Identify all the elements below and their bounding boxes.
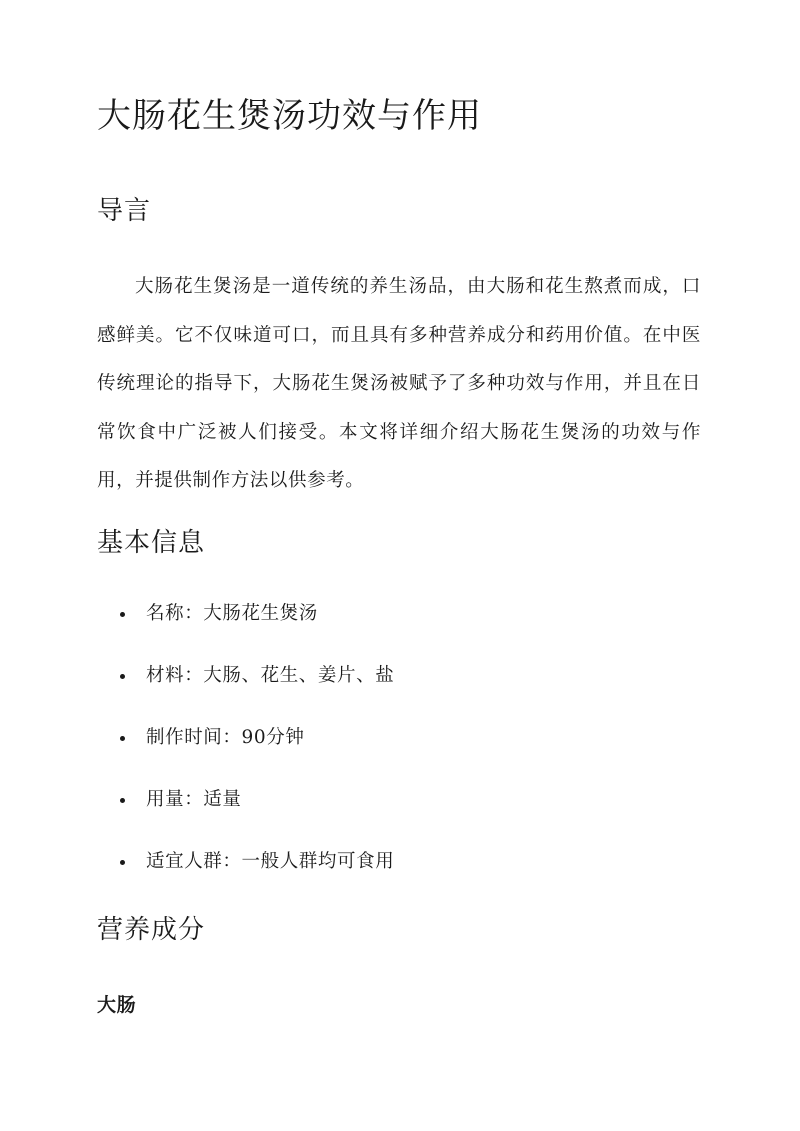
list-item-text: 用量：适量: [146, 789, 242, 810]
list-item-text: 名称：大肠花生煲汤: [146, 603, 318, 624]
bullet-icon: [120, 860, 125, 865]
list-item: [118, 722, 394, 784]
list-item: [118, 660, 394, 722]
basic-info-list: [118, 598, 394, 908]
list-item-text: 制作时间：90分钟: [146, 727, 305, 748]
bullet-icon: [120, 674, 125, 679]
bullet-icon: [120, 798, 125, 803]
list-item-text: 适宜人群：一般人群均可食用: [146, 851, 395, 872]
bullet-icon: [120, 736, 125, 741]
nutrition-heading: 营养成分: [97, 915, 206, 945]
intro-paragraph: 大肠花生煲汤是一道传统的养生汤品，由大肠和花生熬煮而成，口感鲜美。它不仅味道可口，而且具有多种营养成分和药用价值。在中医传统理论的指导下，大肠花生煲汤被赋予了多种功效与作用，并且在日常饮食中广泛被人们接受。本文将详细介绍大肠花生煲汤的功效与作用，并提供制作方法以供参考。: [97, 276, 701, 491]
basic-info-heading: 基本信息: [97, 528, 206, 558]
bullet-icon: [120, 612, 125, 617]
list-item: [118, 598, 394, 660]
list-item: [118, 784, 394, 846]
intro-heading: 导言: [97, 196, 152, 226]
document-title: 大肠花生煲汤功效与作用: [97, 96, 482, 136]
list-item: [118, 846, 394, 908]
list-item-text: 材料：大肠、花生、姜片、盐: [146, 665, 395, 686]
nutrition-subheading: 大肠: [97, 994, 137, 1016]
